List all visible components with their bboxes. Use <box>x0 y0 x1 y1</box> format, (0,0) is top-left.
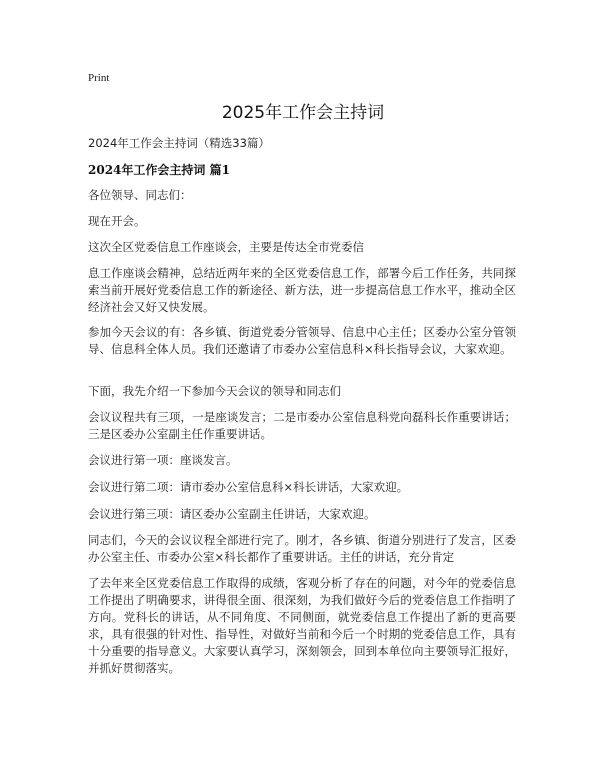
document-subtitle: 2024年工作会主持词（精选33篇） <box>88 136 270 150</box>
paragraph-item-three: 会议进行第三项：请区委办公室副主任讲话，大家欢迎。 <box>88 507 376 521</box>
paragraph-item-one: 会议进行第一项：座谈发言。 <box>88 453 238 467</box>
paragraph-item-two: 会议进行第二项：请市委办公室信息科×科长讲话，大家欢迎。 <box>88 480 409 494</box>
paragraph-greeting: 各位领导、同志们： <box>88 188 192 202</box>
paragraph-closing: 同志们，今天的会议议程全部进行完了。刚才，各乡镇、街道分别进行了发言，区委办公室主任、市委办公室×科长都作了重要讲话。主任的讲话，充分肯定 <box>88 533 516 564</box>
paragraph-opening: 现在开会。 <box>88 214 146 228</box>
print-label[interactable]: Print <box>88 72 110 84</box>
paragraph-agenda: 会议议程共有三项，一是座谈发言；二是市委办公室信息科党向磊科长作重要讲话；三是区委办公室副主任作重要讲话。 <box>88 410 516 441</box>
paragraph-closing-continued: 了去年来全区党委信息工作取得的成绩，客观分析了存在的问题，对今年的党委信息工作提出了明确要求，讲得很全面、很深刻，为我们做好今后的党委信息工作指明了方向。党科长的讲话，从不同角度、不同侧面，就党委信息工作提出了新的更高要求，具有很强的针对性、指导性，对做好当前和今后一个时期的党委信息工作，具有十分重要的指导意义。大家要认真学习，深刻领会，回到本单位向主要领导汇报好，并抓好贯彻落实。 <box>88 576 516 675</box>
paragraph-introduction: 下面，我先介绍一下参加今天会议的领导和同志们 <box>88 384 341 398</box>
paragraph-purpose: 这次全区党委信息工作座谈会，主要是传达全市党委信 <box>88 240 364 254</box>
paragraph-purpose-continued: 息工作座谈会精神，总结近两年来的全区党委信息工作，部署今后工作任务，共同探索当前开展好党委信息工作的新途径、新方法，进一步提高信息工作水平，推动全区经济社会又好又快发展。 <box>88 266 516 314</box>
document-title: 2025年工作会主持词 <box>221 103 385 123</box>
paragraph-attendees: 参加今天会议的有：各乡镇、街道党委分管领导、信息中心主任；区委办公室分管领导、信息科全体人员。我们还邀请了市委办公室信息科×科长指导会议，大家欢迎。 <box>88 325 516 356</box>
section-heading: 2024年工作会主持词 篇1 <box>88 163 230 177</box>
